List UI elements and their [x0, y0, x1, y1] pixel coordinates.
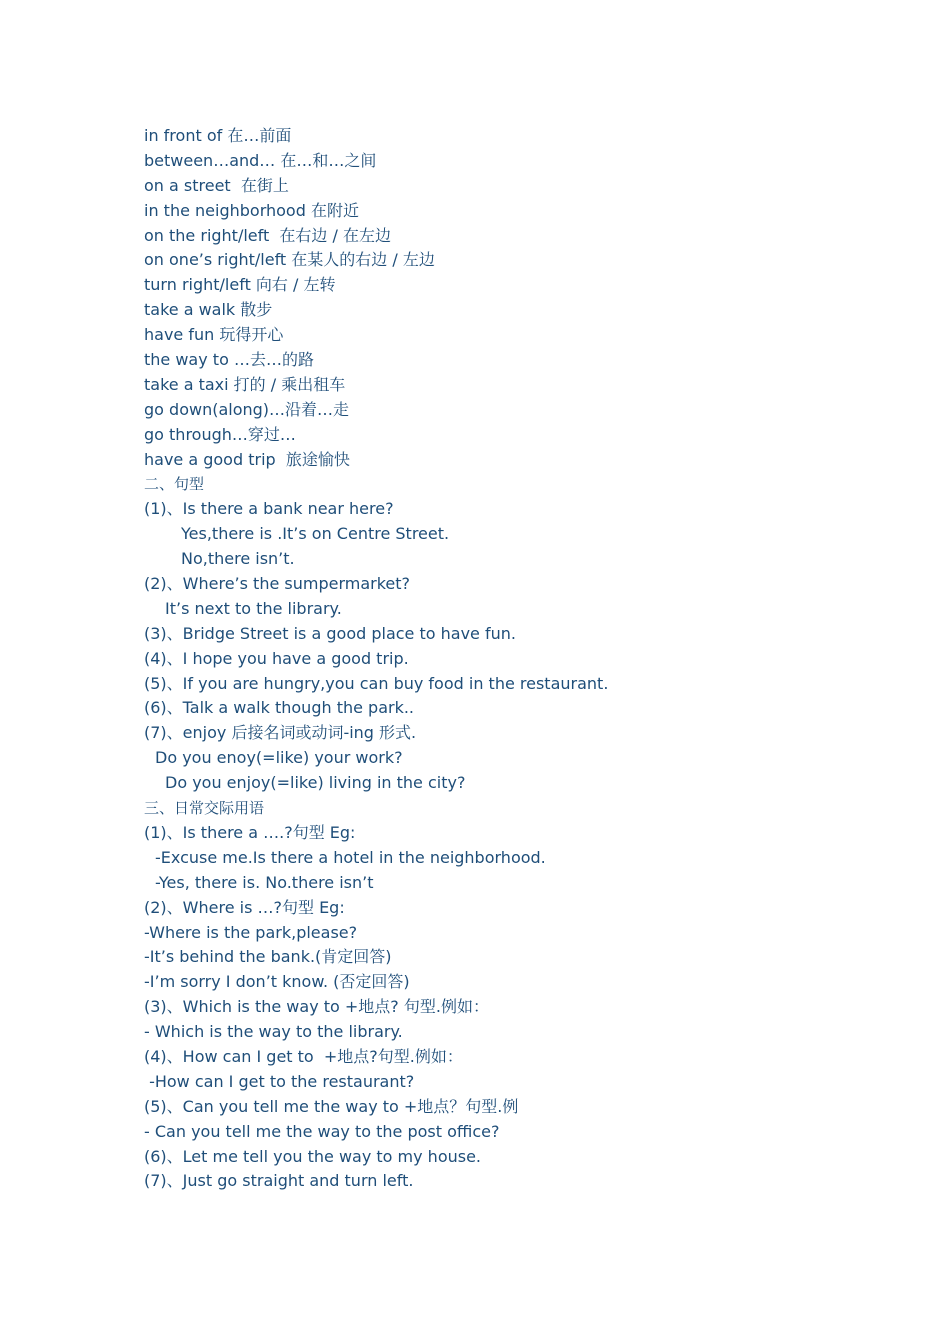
phrase-line: in front of 在…前面 — [144, 126, 292, 145]
expression-line: - Can you tell me the way to the post office? — [144, 1121, 500, 1141]
phrase-line: have a good trip 旅途愉快 — [144, 449, 350, 469]
sentence-line: (1)、Is there a bank near here? — [144, 499, 394, 519]
sentence-line: (4)、I hope you have a good trip. — [144, 648, 409, 668]
expression-line: -It’s behind the bank.(肯定回答) — [144, 947, 392, 967]
phrase-line: go down(along)…沿着…走 — [144, 399, 350, 419]
expression-line: -Yes, there is. No.there isn’t — [155, 872, 374, 892]
phrase-line: on one’s right/left 在某人的右边 / 左边 — [144, 250, 435, 270]
expression-line: -Excuse me.Is there a hotel in the neighborhood. — [155, 847, 546, 867]
phrase-line: have fun 玩得开心 — [144, 325, 284, 345]
phrase-line: go through…穿过… — [144, 424, 296, 444]
expression-line: (2)、Where is …?句型 Eg: — [144, 897, 345, 917]
expression-line: -Where is the park,please? — [144, 922, 358, 942]
sentence-line: It’s next to the library. — [165, 598, 342, 618]
phrase-list — [144, 124, 904, 472]
sentence-line: (2)、Where’s the sumpermarket? — [144, 574, 411, 594]
phrase-line: turn right/left 向右 / 左转 — [144, 275, 336, 295]
phrase-line: in the neighborhood 在附近 — [144, 200, 359, 220]
section-heading: 三、日常交际用语 — [144, 799, 265, 818]
phrase-line: take a walk 散步 — [144, 300, 273, 320]
sentence-patterns-section — [144, 472, 904, 796]
phrase-line: on a street 在街上 — [144, 175, 289, 195]
sentence-line: No,there isn’t. — [181, 549, 295, 569]
sentence-line: (7)、enjoy 后接名词或动词-ing 形式. — [144, 723, 417, 743]
phrase-line: between…and… 在…和…之间 — [144, 150, 377, 170]
phrase-line: on the right/left 在右边 / 在左边 — [144, 225, 391, 245]
sentence-line: Do you enoy(=like) your work? — [155, 748, 403, 768]
section-heading: 二、句型 — [144, 475, 205, 494]
expression-line: (1)、Is there a ….?句型 Eg: — [144, 822, 356, 842]
sentence-line: Yes,there is .It’s on Centre Street. — [181, 524, 450, 544]
expression-line: (4)、How can I get to +地点?句型.例如： — [144, 1046, 463, 1066]
phrase-line: take a taxi 打的 / 乘出租车 — [144, 374, 346, 394]
sentence-line: (6)、Talk a walk though the park.. — [144, 698, 415, 718]
expression-line: -I’m sorry I don’t know. (否定回答) — [144, 972, 410, 992]
sentence-line: (3)、Bridge Street is a good place to have fun. — [144, 623, 516, 643]
expression-line: (6)、Let me tell you the way to my house. — [144, 1146, 482, 1166]
expression-line: - Which is the way to the library. — [144, 1022, 403, 1042]
phrase-line: the way to …去…的路 — [144, 350, 314, 370]
sentence-line: (5)、If you are hungry,you can buy food in the restaurant. — [144, 673, 609, 693]
daily-expressions-section — [144, 796, 904, 1194]
expression-line: (3)、Which is the way to +地点? 句型.例如： — [144, 997, 489, 1017]
expression-line: -How can I get to the restaurant? — [144, 1071, 415, 1091]
expression-line: (7)、Just go straight and turn left. — [144, 1171, 414, 1191]
document-page — [144, 124, 904, 1194]
sentence-line: Do you enjoy(=like) living in the city? — [165, 773, 466, 793]
expression-line: (5)、Can you tell me the way to +地点？句型.例 — [144, 1096, 519, 1116]
